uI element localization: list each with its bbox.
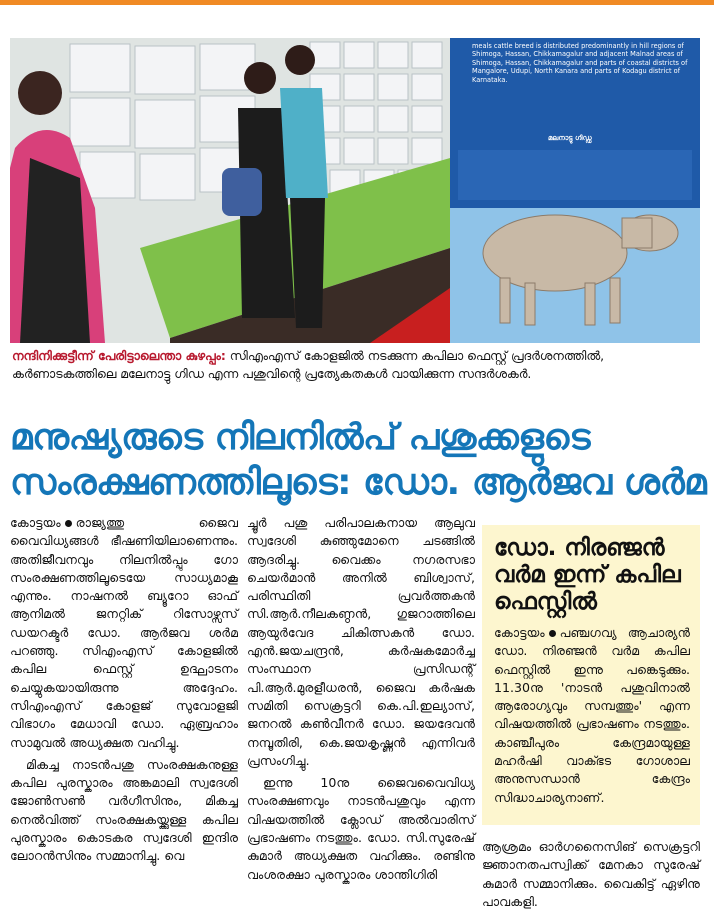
sidebar-text: പഞ്ചഗവ്യ ആചാര്യൻ ഡോ. നിരഞ്ജൻ വർമ കപില ഫെസ്റ്റിൽ ഇന്നു പങ്കെടുക്കും. 11.30നു 'നാടൻ പശുവിനാൽ ആരോഗ്യവും സമ്പത്തും' എന്ന വിഷയത്തിൽ പ്രഭാഷണം നടത്തും. കാഞ്ചീപുരം കേന്ദ്രമായുള്ള മഹർഷി വാക്ഭട ഗോശാല അനുസന്ധാൻ കേന്ദ്രം സിദ്ധാചാര്യനാണ്. <box>494 625 690 805</box>
news-photo <box>10 38 700 343</box>
article-paragraph: മികച്ച നാടൻപശു സംരക്ഷകനുള്ള കപില പുരസ്കാരം അങ്കമാലി സ്വദേശി ജോൺസൺ വർഗീസിനും, മികച്ച നെൽവിത്ത് സംരക്ഷകയ്ക്കുള്ള കപില പുരസ്കാരം കൊടകര സ്വദേശി ഇന്ദിര ലോറൻസിനും സമ്മാനിച്ചു. വെ <box>10 756 238 864</box>
caption-head: നന്ദിനിക്കുട്ടീന്ന് പേരിട്ടാലെന്താ കുഴപ്പം: <box>12 348 226 363</box>
headline <box>10 415 710 505</box>
dateline: കോട്ടയം <box>10 515 61 530</box>
top-rule <box>0 0 714 5</box>
headline-line-1: മനുഷ്യരുടെ നിലനിൽപ് പശുക്കളുടെ <box>10 417 590 458</box>
bullet-icon <box>65 520 72 527</box>
article-column-2 <box>247 514 475 884</box>
caption-body: സിഎംഎസ് കോളജിൽ നടക്കുന്ന കപിലാ ഫെസ്റ്റ് പ്രദർശനത്തിൽ, കർണാടകത്തിലെ മലേനാട്ടു ഗിഡ എന്ന പശുവിന്റെ പ്രത്യേകതകൾ വായിക്കുന്ന സന്ദർശകർ. <box>12 348 605 381</box>
sidebar-title: ഡോ. നിരഞ്ജൻ വർമ ഇന്ന് കപില ഫെസ്റ്റിൽ <box>494 535 681 615</box>
sidebar-body <box>494 624 690 807</box>
article-paragraph: ച്ചൂർ പശു പരിപാലകനായ ആലുവ സ്വദേശി കുഞ്ഞുമോനെ ചടങ്ങിൽ ആദരിച്ചു. വൈക്കം നഗരസഭാ ചെയർമാൻ അനിൽ ബിശ്വാസ്, പരിസ്ഥിതി പ്രവർത്തകൻ സി.ആർ.നീലകണ്ഠൻ, ഗുജറാത്തിലെ ആയുർവേദ ചികിത്സകൻ ഡോ. എൻ.ജയചന്ദ്രൻ, കർഷകമോർച്ച സംസ്ഥാന പ്രസിഡന്റ് പി.ആർ.മുരളീധരൻ, ജൈവ കർഷക സമിതി സെക്രട്ടറി കെ.പി.ഇല്യാസ്, ജനറൽ കൺവീനർ ഡോ. ജയദേവൻ നമ്പൂതിരി, കെ.ജയകൃഷ്ണൻ എന്നിവർ പ്രസംഗിച്ചു. <box>247 515 475 768</box>
poster-english-text: meals cattle breed is distributed predominantly in hill regions of Shimoga, Hassan, Chikkamagalur and adjacent Malnad areas of Shimoga, Hassan, Chikkamagalur and parts of coastal districts of Mangalore, Udupi, North Kanara and parts of Kodagu district of Karnataka. <box>472 42 688 84</box>
article-column-1 <box>10 514 238 866</box>
article-paragraph: ഇന്നു 10നു ജൈവവൈവിധ്യ സംരക്ഷണവും നാടൻപശുവും എന്ന വിഷയത്തിൽ ക്ലോഡ് അൽവാരിസ് പ്രഭാഷണം നടത്തും. ഡോ. സി.സുരേഷ് കുമാർ അധ്യക്ഷത വഹിക്കും. രണ്ടിനു വംശരക്ഷാ പുരസ്കാരം ശാന്തിഗിരി <box>247 775 475 882</box>
article-column-3: ആശ്രമം ഓർഗനൈസിങ് സെക്രട്ടറി ജ്ഞാനതപസ്വിക്ക് മേനകാ സുരേഷ് കുമാർ സമ്മാനിക്കും. വൈകിട്ട് ഏഴിനു പാവകളി. <box>482 839 700 909</box>
paragraph-text: രാജ്യത്തു ജൈവ വൈവിധ്യങ്ങൾ ഭീഷണിയിലാണെന്നും. അതിജീവനവും നിലനിൽപ്പും ഗോ സംരക്ഷണത്തിലൂടെയേ സാധ്യമാകൂ എന്നും. നാഷനൽ ബ്യൂറോ ഓഫ് ആനിമൽ ജനറ്റിക് റിസോഴ്സസ് ഡയറക്ടർ ഡോ. ആർജവ ശർമ പറഞ്ഞു. സിഎംഎസ് കോളജിൽ കപില ഫെസ്റ്റ് ഉദ്ഘാടനം ചെയ്യുകയായിരുന്നു അദ്ദേഹം. സിഎംഎസ് കോളജ് സുവോളജി വിഭാഗം മേധാവി ഡോ. ഏബ്രഹാം സാമുവൽ അധ്യക്ഷത വഹിച്ചു. <box>10 515 238 750</box>
sidebar-dateline: കോട്ടയം <box>494 625 545 640</box>
poster-heading: മലനാട്ടു ഗിഡ്ഡ <box>548 134 592 142</box>
sidebar-box <box>482 525 700 825</box>
article-paragraph <box>10 514 238 752</box>
bullet-icon <box>549 630 556 637</box>
photo-caption <box>12 347 702 383</box>
headline-line-2: സംരക്ഷണത്തിലൂടെ: ഡോ. ആർജവ ശർമ <box>10 462 707 503</box>
